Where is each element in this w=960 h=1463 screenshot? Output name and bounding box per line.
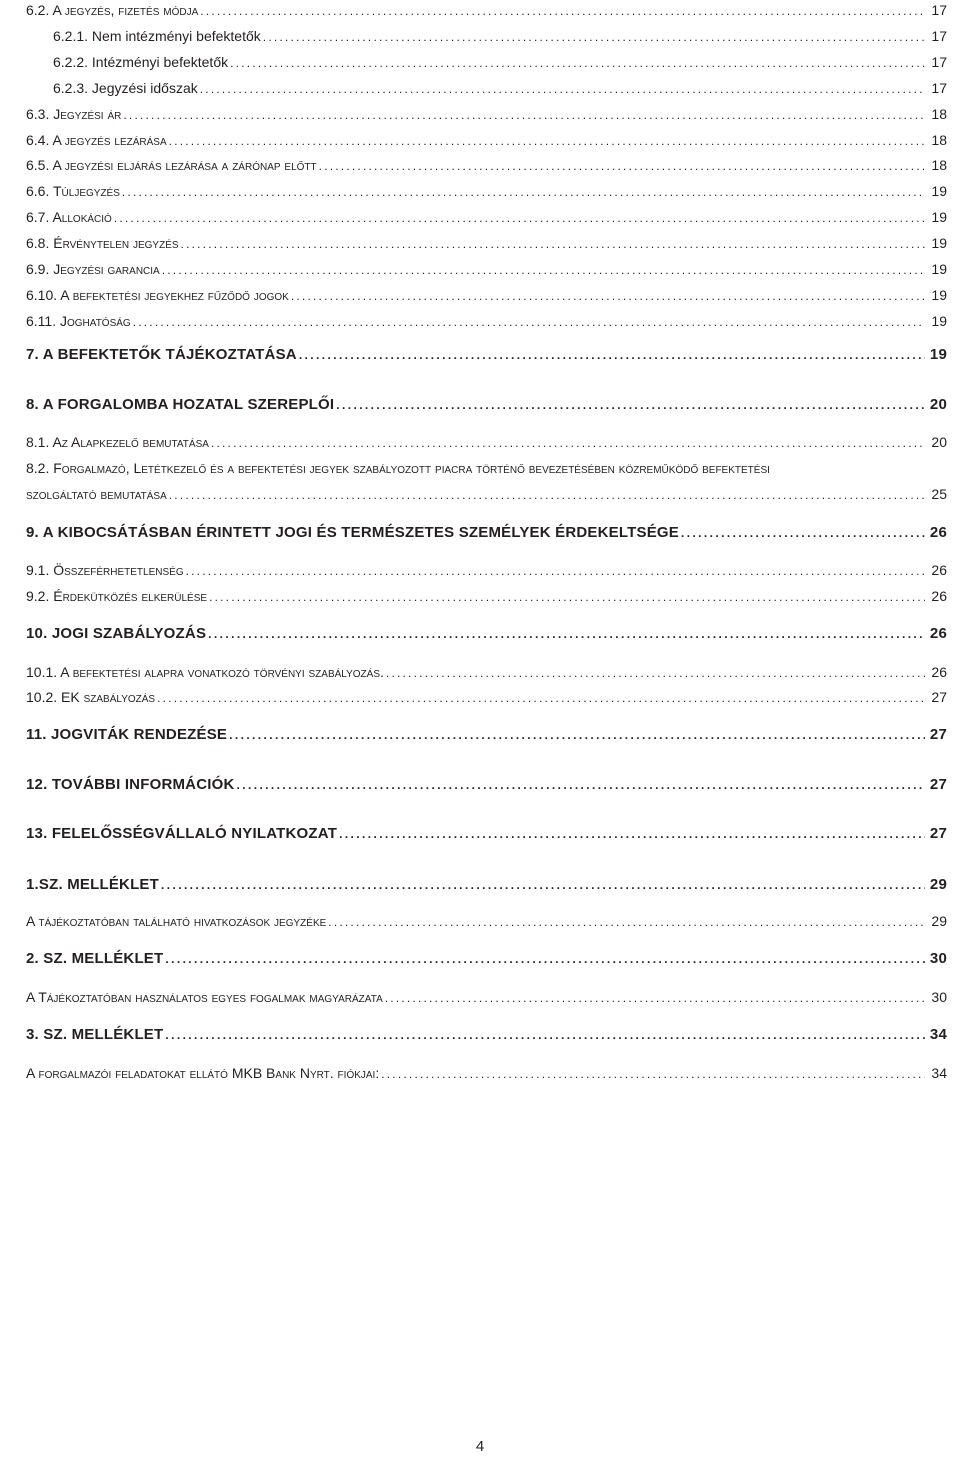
toc-leader xyxy=(200,82,925,96)
toc-appendix-page: 29 xyxy=(929,876,947,893)
toc-appendix[interactable] xyxy=(26,1026,947,1043)
toc-entry-label: 6.2. A jegyzés, fizetés módja xyxy=(26,2,199,18)
toc-entry[interactable] xyxy=(26,486,947,502)
toc-leader xyxy=(336,398,925,412)
toc-chapter-label: 10. JOGI SZABÁLYOZÁS xyxy=(26,625,207,642)
toc-entry-label: 6.4. A jegyzés lezárása xyxy=(26,132,167,148)
toc-leader xyxy=(291,289,925,303)
toc-entry-label: 8.2. Forgalmazó, Letétkezelő és a befektetési jegyek szabályozott piacra történő bevezetésében közreműködő befektetési xyxy=(26,460,770,476)
toc-leader xyxy=(319,159,925,173)
toc-entry-label: A tájékoztatóban található hivatkozások jegyzéke xyxy=(26,913,327,929)
toc-entry-page: 17 xyxy=(931,2,947,18)
toc-entry-label: 6.9. Jegyzési garancia xyxy=(26,261,160,277)
toc-entry-page: 19 xyxy=(931,287,947,303)
toc-entry-label: 6.2.1. Nem intézményi befektetők xyxy=(53,28,261,44)
toc-entry[interactable] xyxy=(26,313,947,329)
toc-leader xyxy=(186,564,925,578)
toc-entry-page: 27 xyxy=(931,689,947,705)
toc-entry[interactable] xyxy=(26,989,947,1005)
toc-leader xyxy=(114,211,925,225)
toc-entry-label: szolgáltató bemutatása xyxy=(26,486,167,502)
toc-leader xyxy=(133,315,925,329)
toc-chapter-page: 27 xyxy=(929,825,947,842)
toc-entry-page: 20 xyxy=(931,434,947,450)
toc-entry-page: 18 xyxy=(931,132,947,148)
toc-entry-label: 9.2. Érdekütközés elkerülése xyxy=(26,588,208,604)
toc-entry-label: 10.2. EK szabályozás xyxy=(26,689,156,705)
toc-chapter-page: 20 xyxy=(929,396,947,413)
toc-entry-page: 26 xyxy=(931,562,947,578)
toc-chapter-label: 7. A BEFEKTETŐK TÁJÉKOZTATÁSA xyxy=(26,346,297,363)
toc-entry-label: 6.2.3. Jegyzési időszak xyxy=(53,80,198,96)
toc-leader xyxy=(157,691,925,705)
toc-entry-page: 19 xyxy=(931,235,947,251)
toc-leader xyxy=(208,627,925,641)
toc-chapter-label: 13. FELELŐSSÉGVÁLLALÓ NYILATKOZAT xyxy=(26,825,338,842)
toc-chapter-page: 26 xyxy=(929,625,947,642)
toc-leader xyxy=(122,185,925,199)
toc-chapter[interactable] xyxy=(26,776,947,793)
toc-leader xyxy=(169,488,925,502)
toc-leader xyxy=(200,4,925,18)
toc-entry[interactable] xyxy=(26,562,947,578)
toc-appendix-page: 34 xyxy=(929,1026,947,1043)
toc-leader xyxy=(123,108,925,122)
toc-entry-page: 19 xyxy=(931,209,947,225)
toc-entry[interactable] xyxy=(26,261,947,277)
toc-entry-label: 6.6. Túljegyzés xyxy=(26,183,120,199)
toc-entry-page: 17 xyxy=(931,54,947,70)
toc-chapter[interactable] xyxy=(26,825,947,842)
toc-leader xyxy=(181,237,925,251)
toc-chapter-page: 26 xyxy=(929,524,947,541)
toc-entry-page: 19 xyxy=(931,183,947,199)
toc-entry[interactable] xyxy=(26,54,947,70)
toc-entry[interactable] xyxy=(26,132,947,148)
toc-entry-page: 18 xyxy=(931,157,947,173)
toc-chapter-page: 27 xyxy=(929,776,947,793)
toc-entry-page: 19 xyxy=(931,313,947,329)
toc-leader xyxy=(165,952,925,966)
toc-chapter[interactable] xyxy=(26,396,947,413)
toc-appendix-label: 3. SZ. MELLÉKLET xyxy=(26,1026,164,1043)
toc-entry-label: 6.2.2. Intézményi befektetők xyxy=(53,54,229,70)
toc-chapter[interactable] xyxy=(26,625,947,642)
toc-entry-label: 9.1. Összeférhetetlenség xyxy=(26,562,184,578)
toc-entry-label: 6.10. A befektetési jegyekhez fűződő jogok xyxy=(26,287,289,303)
toc-entry[interactable] xyxy=(26,434,947,450)
toc-chapter-page: 19 xyxy=(929,346,947,363)
toc-leader xyxy=(230,56,925,70)
toc-entry[interactable] xyxy=(26,106,947,122)
toc-leader xyxy=(339,827,925,841)
toc-entry-label: 6.11. Joghatóság xyxy=(26,313,131,329)
toc-entry[interactable] xyxy=(26,664,947,680)
toc-entry[interactable] xyxy=(26,80,947,96)
toc-leader xyxy=(209,590,925,604)
toc-leader xyxy=(161,878,925,892)
toc-chapter[interactable] xyxy=(26,346,947,363)
toc-entry-wrapped-line[interactable] xyxy=(26,460,947,476)
toc-entry-page: 26 xyxy=(931,588,947,604)
toc-leader xyxy=(237,778,925,792)
toc-entry-label: A Tájékoztatóban használatos egyes fogalmak magyarázata xyxy=(26,989,383,1005)
toc-appendix-label: 2. SZ. MELLÉKLET xyxy=(26,950,164,967)
toc-chapter[interactable] xyxy=(26,726,947,743)
toc-leader xyxy=(385,991,925,1005)
toc-entry[interactable] xyxy=(26,287,947,303)
toc-entry-page: 25 xyxy=(931,486,947,502)
toc-chapter-label: 8. A FORGALOMBA HOZATAL SZEREPLŐI xyxy=(26,396,335,413)
toc-entry-label: 6.8. Érvénytelen jegyzés xyxy=(26,235,179,251)
toc-entry-page: 26 xyxy=(931,664,947,680)
toc-leader xyxy=(169,134,925,148)
toc-entry[interactable] xyxy=(26,689,947,705)
toc-entry-page: 19 xyxy=(931,261,947,277)
toc-entry[interactable] xyxy=(26,183,947,199)
toc-entry[interactable] xyxy=(26,28,947,44)
toc-chapter-label: 9. A KIBOCSÁTÁSBAN ÉRINTETT JOGI ÉS TERMÉSZETES SZEMÉLYEK ÉRDEKELTSÉGE xyxy=(26,524,679,541)
toc-leader xyxy=(162,263,925,277)
toc-leader xyxy=(211,436,925,450)
toc-entry-label: A forgalmazói feladatokat ellátó MKB Bank Nyrt. fiókjai: xyxy=(26,1065,380,1081)
toc-chapter-label: 11. JOGVITÁK RENDEZÉSE xyxy=(26,726,228,743)
toc-entry[interactable] xyxy=(26,913,947,929)
toc-chapter-label: 12. TOVÁBBI INFORMÁCIÓK xyxy=(26,776,235,793)
toc-entry[interactable] xyxy=(26,1065,947,1081)
toc-entry-label: 10.1. A befektetési alapra vonatkozó törvényi szabályozás. xyxy=(26,664,384,680)
toc-appendix-page: 30 xyxy=(929,950,947,967)
toc-entry-label: 6.7. Allokáció xyxy=(26,209,112,225)
toc-leader xyxy=(386,666,925,680)
toc-entry-label: 6.5. A jegyzési eljárás lezárása a zárónap előtt xyxy=(26,157,317,173)
toc-entry[interactable] xyxy=(26,235,947,251)
toc-entry-page: 17 xyxy=(931,28,947,44)
toc-entry[interactable] xyxy=(26,588,947,604)
toc-entry-page: 18 xyxy=(931,106,947,122)
toc-entry-label: 6.3. Jegyzési ár xyxy=(26,106,122,122)
toc-entry-page: 17 xyxy=(931,80,947,96)
toc-leader xyxy=(165,1028,925,1042)
toc-chapter[interactable] xyxy=(26,524,947,541)
toc-entry-page: 34 xyxy=(931,1065,947,1081)
toc-chapter-page: 27 xyxy=(929,726,947,743)
toc-leader xyxy=(299,348,925,362)
page-number: 4 xyxy=(475,1438,485,1455)
toc-appendix-label: 1.SZ. MELLÉKLET xyxy=(26,876,160,893)
toc-entry[interactable] xyxy=(26,2,947,18)
toc-appendix[interactable] xyxy=(26,876,947,893)
toc-entry[interactable] xyxy=(26,209,947,225)
toc-entry-page: 30 xyxy=(931,989,947,1005)
toc-leader xyxy=(229,728,925,742)
toc-entry-page: 29 xyxy=(931,913,947,929)
toc-leader xyxy=(328,915,925,929)
toc-entry-label: 8.1. Az Alapkezelő bemutatása xyxy=(26,434,209,450)
toc-leader xyxy=(381,1067,925,1081)
toc-appendix[interactable] xyxy=(26,950,947,967)
toc-leader xyxy=(263,30,925,44)
toc-leader xyxy=(681,526,925,540)
toc-entry[interactable] xyxy=(26,157,947,173)
